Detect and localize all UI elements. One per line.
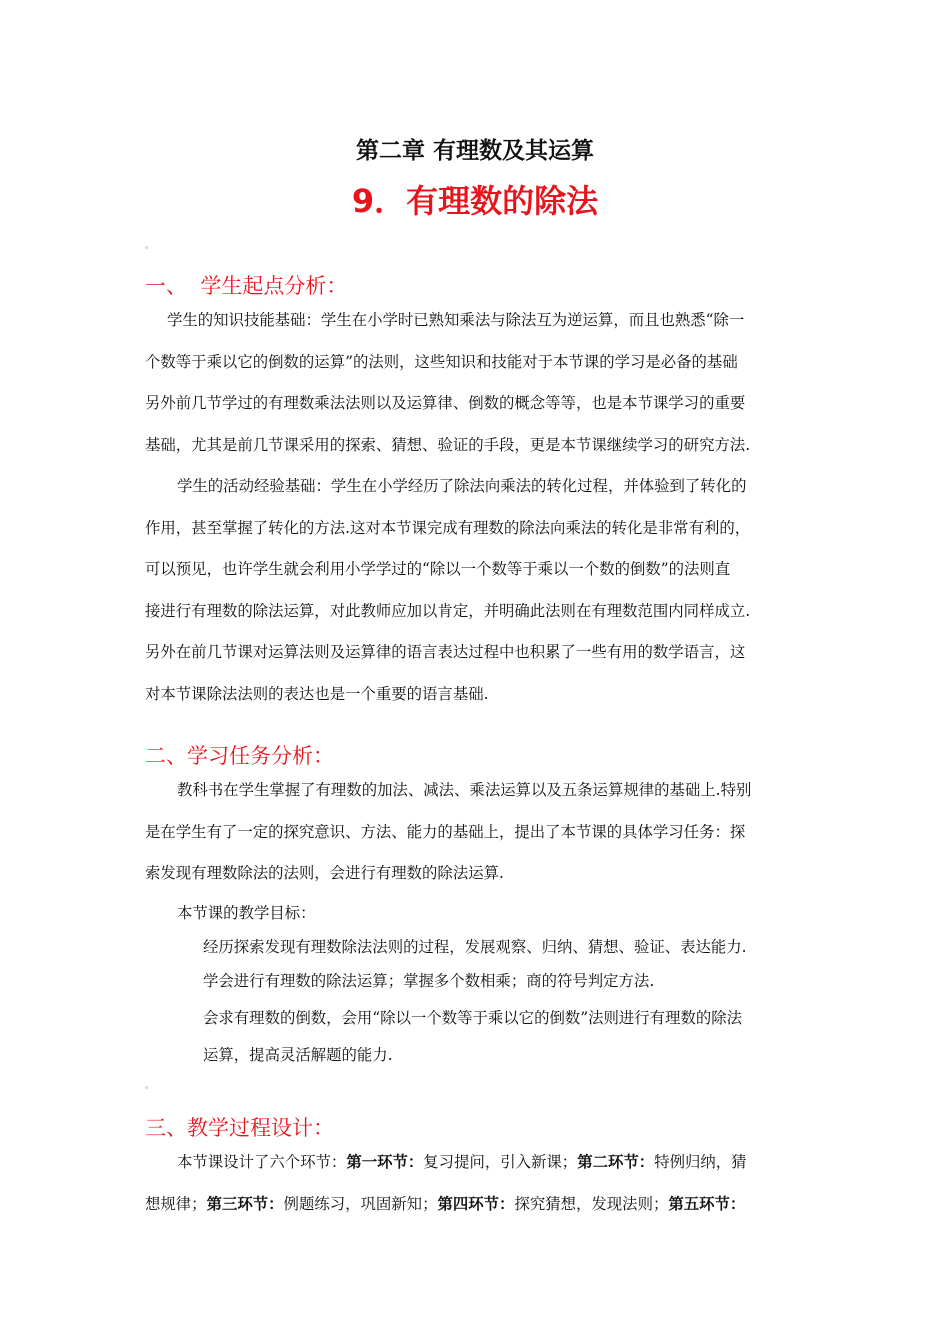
section1-paragraph-1 [145,300,807,466]
goal-item: 会求有理数的倒数，会用“除以一个数等于乘以它的倒数”法则进行有理数的除法 [203,1009,743,1027]
stage-label: 第三环节： [206,1194,284,1213]
section3-paragraph-1 [145,1142,807,1225]
margin-mark [145,246,148,249]
stage-text: 复习提问，引入新课； [423,1153,578,1171]
text-line: 是在学生有了一定的探究意识、方法、能力的基础上，提出了本节课的具体学习任务：探 [145,822,746,841]
text-line [145,1184,807,1226]
section2-paragraph-1 [145,770,807,895]
text-line [145,1142,807,1184]
stage-label: 第五环节： [668,1194,746,1213]
goals-label: 本节课的教学目标： [177,904,316,922]
text-line: 索发现有理数除法的法则，会进行有理数的除法运算. [145,864,504,882]
text-line: 另外在前几节课对运算法则及运算律的语言表达过程中也积累了一些有用的数学语言，这 [145,643,746,661]
stage-label: 第一环节： [346,1153,424,1171]
goal-item: 运算，提高灵活解题的能力. [203,1046,393,1064]
teaching-goals [145,896,807,1072]
text-line: 可以预见，也许学生就会利用小学学过的“除以一个数等于乘以一个数的倒数”的法则直 [145,560,731,578]
text-line: 学生的活动经验基础：学生在小学经历了除法向乘法的转化过程，并体验到了转化的 [177,477,747,495]
stage-text: 探究猜想，发现法则； [514,1194,669,1213]
text-line: 基础，尤其是前几节课采用的探索、猜想、验证的手段，更是本节课继续学习的研究方法. [145,435,751,454]
text-line: 对本节课除法法则的表达也是一个重要的语言基础. [145,684,489,703]
text-line: 教科书在学生掌握了有理数的加法、减法、乘法运算以及五条运算规律的基础上.特别 [177,781,752,799]
intro-text: 本节课设计了六个环节： [177,1153,347,1171]
section1-paragraph-2 [145,466,807,715]
stage-text: 例题练习，巩固新知； [283,1194,438,1213]
text-line: 个数等于乘以它的倒数的运算”的法则，这些知识和技能对于本节课的学习是必备的基础 [145,352,738,371]
section-heading-3: 三、教学过程设计： [145,1116,334,1140]
section-heading-2: 二、学习任务分析： [145,744,334,768]
stage-text: 特例归纳，猜 [654,1153,747,1171]
stage-label: 第四环节： [437,1194,515,1213]
stage-text: 想规律； [145,1194,207,1213]
stage-label: 第二环节： [577,1153,655,1171]
goal-item: 学会进行有理数的除法运算；掌握多个数相乘；商的符号判定方法. [203,972,655,990]
text-line: 接进行有理数的除法运算，对此教师应加以肯定，并明确此法则在有理数范围内同样成立. [145,601,751,620]
text-line: 作用，甚至掌握了转化的方法.这对本节课完成有理数的除法向乘法的转化是非常有利的， [145,518,751,537]
goal-item: 经历探索发现有理数除法法则的过程，发展观察、归纳、猜想、验证、表达能力. [203,938,747,956]
margin-mark [145,1086,148,1089]
section-heading-1: 一、 学生起点分析： [145,274,348,298]
text-line: 学生的知识技能基础：学生在小学时已熟知乘法与除法互为逆运算，而且也熟悉“除一 [167,311,745,329]
text-line: 另外前几节学过的有理数乘法法则以及运算律、倒数的概念等等，也是本节课学习的重要 [145,394,746,412]
lesson-title: 9．有理数的除法 [351,182,599,220]
chapter-title: 第二章 有理数及其运算 [355,138,594,164]
